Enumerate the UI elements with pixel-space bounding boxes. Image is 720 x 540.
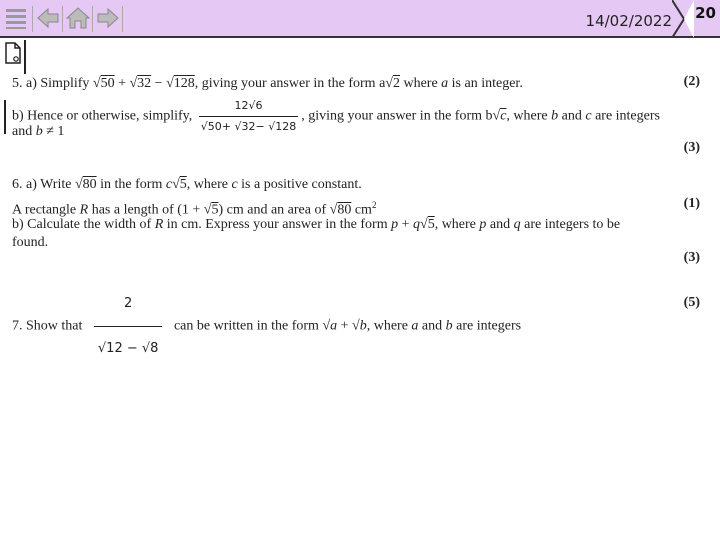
- marks-6a: (1): [683, 196, 700, 211]
- marks-5b: (3): [683, 140, 700, 155]
- question-6a: 6. a) Write √80 in the form c√5, where c is a positive constant.: [12, 177, 362, 192]
- question-7: 7. Show that $\frac{2}{√12 - √8}$ can be written in the form √a + √b, where a and b are integers: [12, 284, 521, 369]
- page-number: 20: [695, 4, 716, 22]
- question-6b-line2: found.: [12, 235, 49, 250]
- marks-7: (5): [683, 295, 700, 310]
- marks-6b: (3): [683, 250, 700, 265]
- tab-notch-icon: [672, 0, 694, 38]
- toolbar-divider: [32, 6, 33, 32]
- back-arrow-icon[interactable]: [34, 4, 62, 32]
- document-icon[interactable]: [4, 42, 22, 64]
- slide-date: 14/02/2022: [585, 12, 672, 30]
- marks-5a: (2): [683, 74, 700, 89]
- fraction: $\frac{12√6}{√50+ √32- √128}$: [199, 96, 298, 137]
- margin-line: [4, 100, 6, 134]
- fraction: $\frac{2}{√12 - √8}$: [94, 284, 163, 369]
- margin-line: [24, 40, 26, 74]
- toolbar-divider: [92, 6, 93, 32]
- question-5a: 5. a) Simplify √50 + √32 − √128, giving your answer in the form a√2 where a is an integer.: [12, 76, 523, 91]
- toolbar-divider: [122, 6, 123, 32]
- question-5b-line2: and b ≠ 1: [12, 124, 65, 139]
- menu-icon[interactable]: [2, 4, 30, 32]
- question-6b: b) Calculate the width of R in cm. Express your answer in the form p + q√5, where p and q are integers to be: [12, 217, 621, 232]
- question-6b-intro: A rectangle R has a length of (1 + √5) cm and an area of √80 $cm^2$: [12, 200, 377, 218]
- forward-arrow-icon[interactable]: [94, 4, 122, 32]
- home-icon[interactable]: [64, 4, 92, 32]
- toolbar-divider: [62, 6, 63, 32]
- slide-toolbar: [0, 0, 720, 38]
- question-5b: b) Hence or otherwise, simplify, $\frac{12√6}{√50+ √32- √128}$ , giving your answer in the form b√c, where b and c are integers: [12, 96, 660, 137]
